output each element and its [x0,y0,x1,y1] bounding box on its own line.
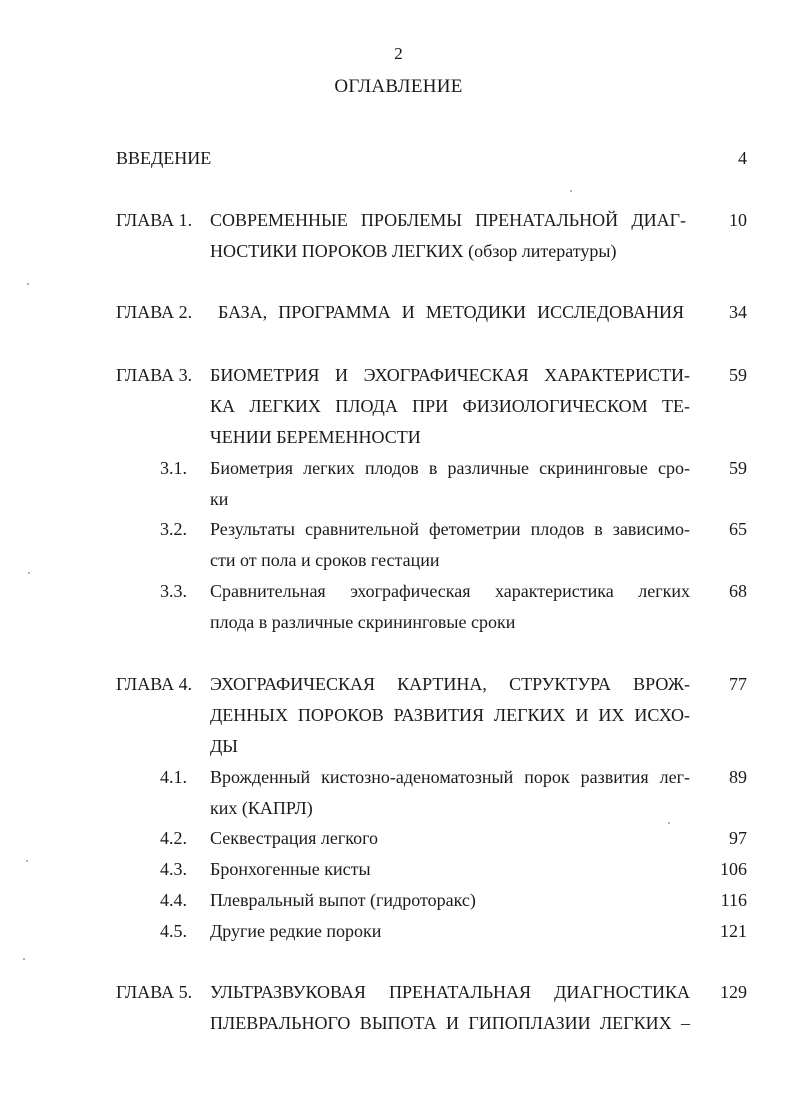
section-title-line: Другие редкие пороки [210,921,382,941]
section-title-line: Сравнительная эхографическая характеристика легких [210,581,690,601]
chapter-title-line: НОСТИКИ ПОРОКОВ ЛЕГКИХ (обзор литературы) [210,241,617,261]
page-title: ОГЛАВЛЕНИЕ [334,76,463,97]
section-title-line: сти от пола и сроков гестации [210,550,440,570]
toc-page-number: 77 [729,674,747,694]
toc-page-number: 121 [720,921,747,941]
toc-entry-text: ВВЕДЕНИЕ [116,148,212,168]
toc-page-number: 4 [738,148,747,168]
chapter-title-line: УЛЬТРАЗВУКОВАЯ ПРЕНАТАЛЬНАЯ ДИАГНОСТИКА [210,982,690,1002]
toc-page-number: 97 [729,828,747,848]
section-number: 3.1. [160,458,187,478]
chapter-title-line: ПЛЕВРАЛЬНОГО ВЫПОТА И ГИПОПЛАЗИИ ЛЕГКИХ – [210,1013,690,1033]
scan-speck [28,572,30,574]
toc-page-number: 34 [729,302,747,322]
section-number: 4.5. [160,921,187,941]
section-title-line: Секвестрация легкого [210,828,379,848]
section-number: 4.1. [160,767,187,787]
section-title-line: Биометрия легких плодов в различные скрининговые сро- [210,458,690,478]
section-number: 4.2. [160,828,187,848]
toc-page-number: 116 [720,890,747,910]
chapter-label: ГЛАВА 4. [116,674,193,694]
page-number: 2 [394,44,403,63]
section-title-line: Бронхогенные кисты [210,859,371,879]
chapter-title-line: ДЕННЫХ ПОРОКОВ РАЗВИТИЯ ЛЕГКИХ И ИХ ИСХО- [210,705,690,725]
chapter-title-line: БИОМЕТРИЯ И ЭХОГРАФИЧЕСКАЯ ХАРАКТЕРИСТИ- [210,365,690,385]
section-number: 3.2. [160,519,187,539]
section-number: 4.4. [160,890,187,910]
chapter-title-line: ЧЕНИИ БЕРЕМЕННОСТИ [210,427,421,447]
section-title-line: плода в различные скрининговые сроки [210,612,516,632]
chapter-title-line: ДЫ [210,736,238,756]
scan-speck [26,860,28,862]
section-title-line: Результаты сравнительной фетометрии плодов в зависимо- [210,519,690,539]
chapter-title-line: ЭХОГРАФИЧЕСКАЯ КАРТИНА, СТРУКТУРА ВРОЖ- [210,674,690,694]
toc-page-number: 89 [729,767,747,787]
chapter-title-line: СОВРЕМЕННЫЕ ПРОБЛЕМЫ ПРЕНАТАЛЬНОЙ ДИАГ- [210,210,686,230]
toc-page-number: 106 [720,859,747,879]
section-title-line: ких (КАПРЛ) [210,798,313,818]
toc-page-number: 65 [729,519,747,539]
scan-speck [668,822,670,824]
section-title-line: Врожденный кистозно-аденоматозный порок развития лег- [210,767,690,787]
scan-speck [23,958,25,960]
chapter-title-line: БАЗА, ПРОГРАММА И МЕТОДИКИ ИССЛЕДОВАНИЯ [218,302,684,322]
chapter-label: ГЛАВА 2. [116,302,193,322]
scan-speck [570,190,572,192]
toc-page-number: 68 [729,581,747,601]
chapter-label: ГЛАВА 5. [116,982,193,1002]
toc-page-number: 59 [729,458,747,478]
scan-speck [27,283,29,285]
section-title-line: ки [210,489,229,509]
section-number: 4.3. [160,859,187,879]
section-title-line: Плевральный выпот (гидроторакс) [210,890,476,910]
toc-page-number: 59 [729,365,747,385]
section-number: 3.3. [160,581,187,601]
toc-page-number: 129 [720,982,747,1002]
chapter-label: ГЛАВА 1. [116,210,193,230]
chapter-title-line: КА ЛЕГКИХ ПЛОДА ПРИ ФИЗИОЛОГИЧЕСКОМ ТЕ- [210,396,690,416]
toc-page-number: 10 [729,210,747,230]
chapter-label: ГЛАВА 3. [116,365,193,385]
